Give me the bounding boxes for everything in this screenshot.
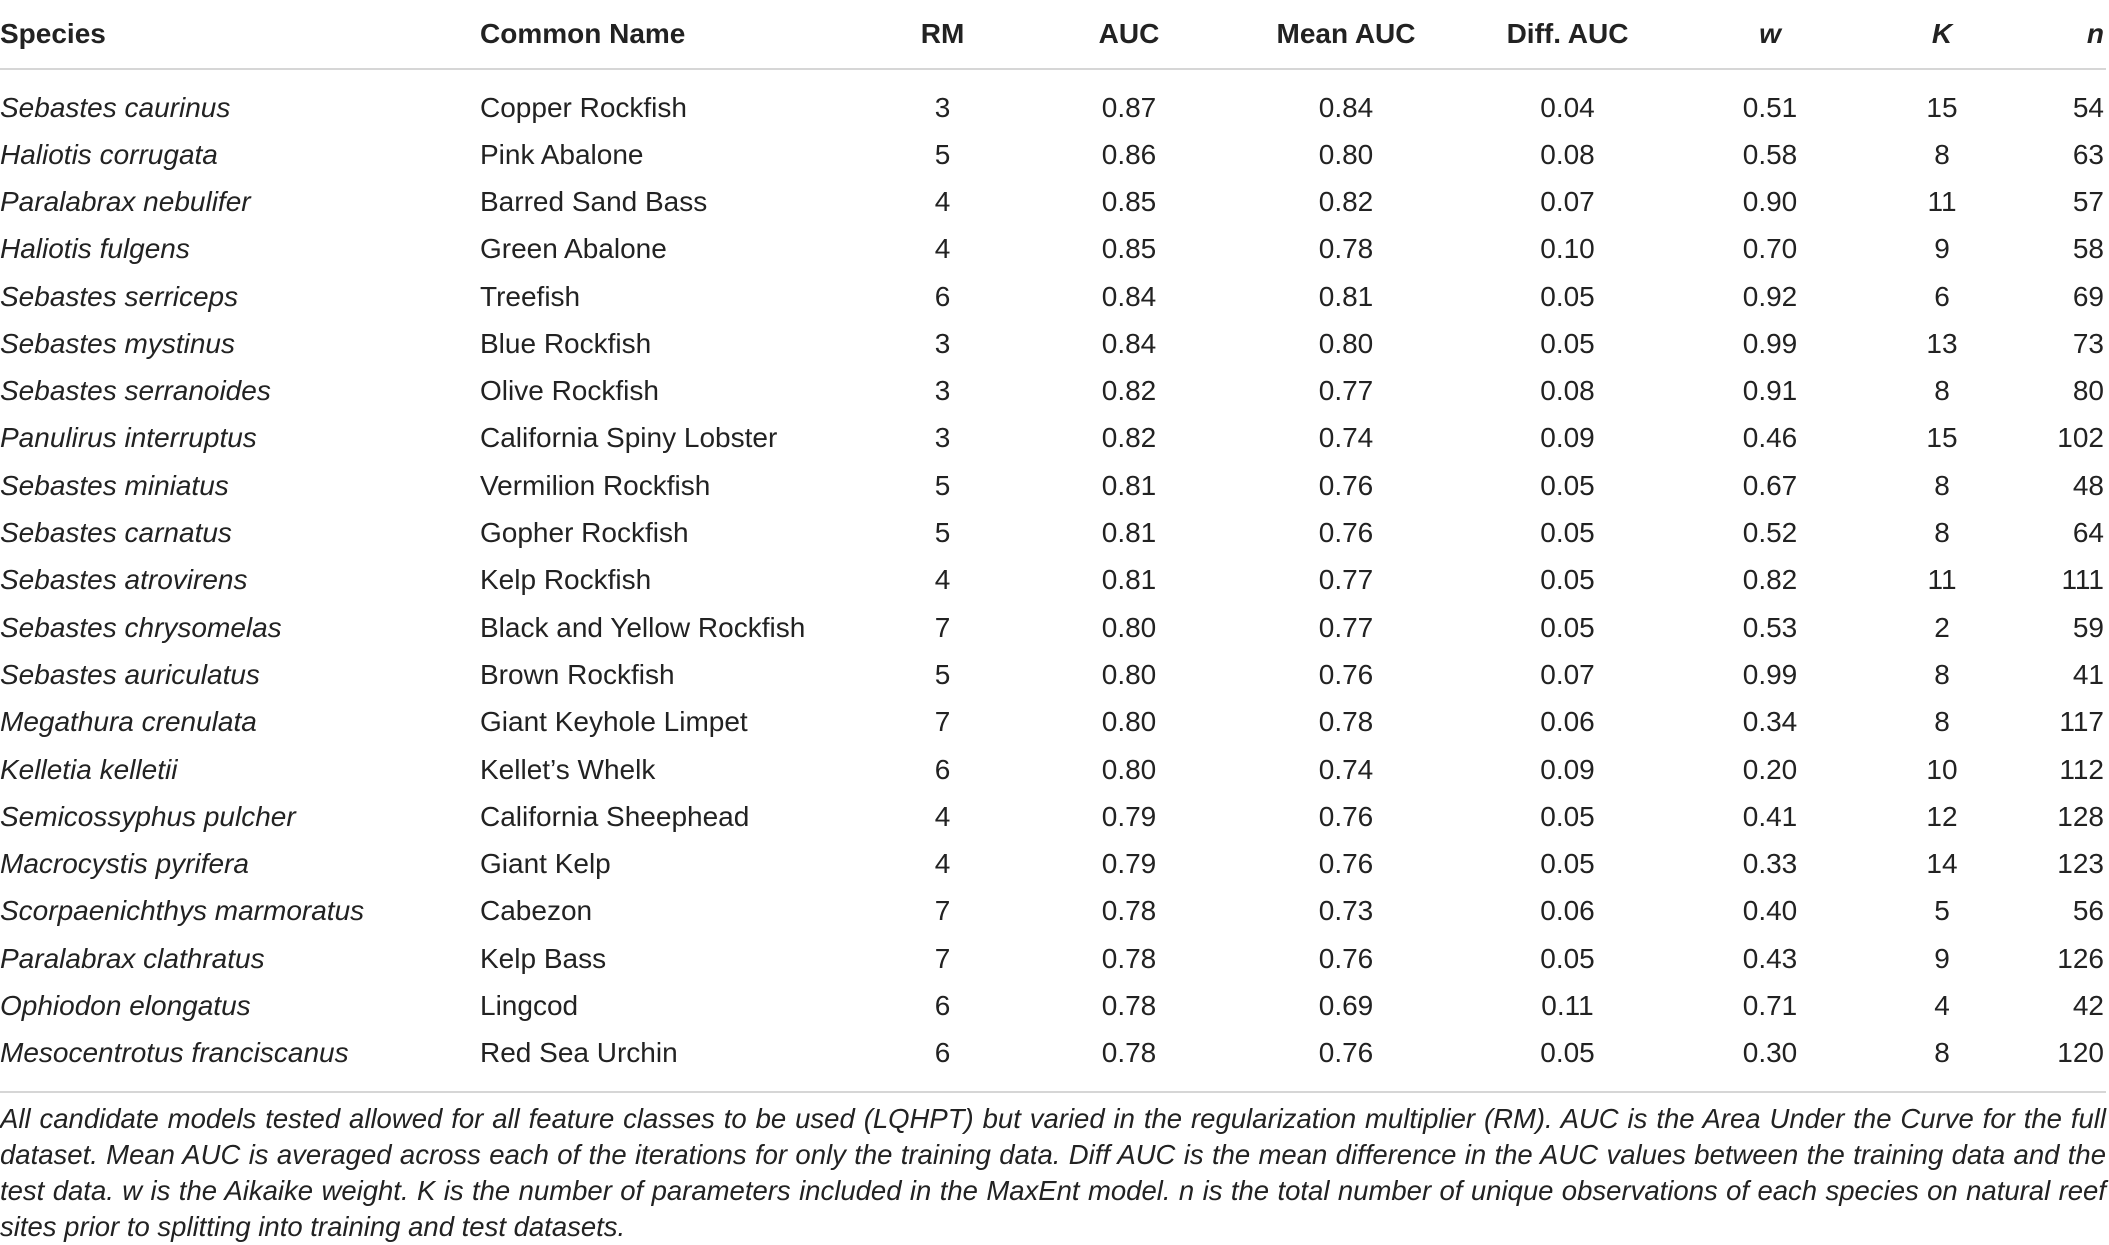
cell-mean-auc: 0.80: [1318, 327, 1374, 359]
cell-rm: 4: [934, 233, 951, 265]
cell-diff-auc: 0.06: [1540, 706, 1595, 738]
cell-w: 0.90: [1742, 185, 1798, 217]
cell-rm: 4: [934, 185, 951, 217]
cell-rm: 3: [934, 327, 951, 359]
cell-rm: 6: [934, 1037, 951, 1069]
cell-common-name: Blue Rockfish: [480, 327, 652, 359]
header-k: K: [1859, 0, 2025, 69]
cell-auc: 0.86: [1101, 138, 1157, 170]
cell-k: 8: [1934, 469, 1950, 501]
cell-common-name: Pink Abalone: [480, 138, 644, 170]
cell-w: 0.40: [1742, 895, 1798, 927]
cell-n: 112: [2059, 753, 2104, 785]
cell-k: 5: [1934, 895, 1950, 927]
cell-w: 0.52: [1742, 517, 1798, 549]
cell-auc: 0.78: [1101, 895, 1157, 927]
cell-diff-auc: 0.05: [1540, 848, 1595, 880]
cell-species: Macrocystis pyrifera: [0, 848, 249, 880]
cell-species: Sebastes carnatus: [0, 517, 232, 549]
cell-common-name: Kelp Bass: [480, 942, 607, 974]
cell-w: 0.41: [1742, 800, 1798, 832]
cell-rm: 3: [934, 422, 951, 454]
cell-common-name: Lingcod: [480, 989, 579, 1021]
cell-auc: 0.84: [1101, 280, 1157, 312]
cell-w: 0.53: [1742, 611, 1798, 643]
cell-k: 8: [1934, 375, 1950, 407]
cell-auc: 0.78: [1101, 989, 1157, 1021]
cell-mean-auc: 0.82: [1318, 185, 1374, 217]
cell-k: 11: [1927, 564, 1957, 596]
table-row: [0, 69, 2106, 131]
cell-auc: 0.85: [1101, 233, 1157, 265]
cell-species: Scorpaenichthys marmoratus: [0, 895, 365, 927]
cell-k: 8: [1934, 1037, 1950, 1069]
cell-k: 11: [1927, 185, 1957, 217]
cell-k: 8: [1934, 706, 1950, 738]
cell-w: 0.71: [1742, 989, 1798, 1021]
cell-k: 8: [1934, 658, 1950, 690]
cell-mean-auc: 0.76: [1318, 1037, 1374, 1069]
cell-common-name: Red Sea Urchin: [480, 1037, 678, 1069]
cell-common-name: Giant Kelp: [480, 848, 611, 880]
table-row: [0, 793, 2106, 840]
cell-species: Sebastes serranoides: [0, 375, 271, 407]
cell-k: 9: [1934, 942, 1950, 974]
cell-diff-auc: 0.04: [1540, 91, 1595, 123]
table-footnote: All candidate models tested allowed for all feature classes to be used (LQHPT) but varied in the regularization multiplier (RM). AUC is the Area Under the Curve for the full dataset. Mean AUC is averaged across each of the iterations for only the training data. Diff AUC is the mean difference in the AUC values between the training data and the test data. w is the Aikaike weight. K is the number of parameters included in the MaxEnt model. n is the total number of unique observations of each species on natural reef sites prior to splitting into training and test datasets.: [0, 1091, 2106, 1245]
cell-n: 63: [2072, 138, 2104, 170]
cell-species: Haliotis corrugata: [0, 138, 218, 170]
cell-auc: 0.81: [1101, 564, 1157, 596]
cell-auc: 0.79: [1101, 848, 1157, 880]
cell-mean-auc: 0.84: [1318, 91, 1374, 123]
cell-k: 15: [1926, 91, 1958, 123]
cell-auc: 0.80: [1101, 611, 1157, 643]
cell-n: 73: [2072, 327, 2104, 359]
cell-common-name: Vermilion Rockfish: [480, 469, 711, 501]
cell-k: 8: [1934, 138, 1950, 170]
cell-w: 0.33: [1742, 848, 1798, 880]
cell-k: 6: [1934, 280, 1950, 312]
cell-common-name: Brown Rockfish: [480, 658, 675, 690]
cell-auc: 0.81: [1101, 469, 1157, 501]
cell-k: 4: [1934, 989, 1950, 1021]
cell-w: 0.34: [1742, 706, 1798, 738]
table-row: [0, 509, 2106, 556]
cell-diff-auc: 0.05: [1540, 327, 1595, 359]
cell-mean-auc: 0.69: [1318, 989, 1374, 1021]
cell-w: 0.82: [1742, 564, 1798, 596]
cell-rm: 7: [934, 942, 951, 974]
cell-n: 56: [2072, 895, 2104, 927]
table-row: [0, 367, 2106, 414]
cell-k: 9: [1934, 233, 1950, 265]
header-n: n: [2025, 0, 2106, 69]
cell-rm: 5: [934, 138, 951, 170]
header-rm: RM: [865, 0, 1020, 69]
cell-auc: 0.80: [1101, 658, 1157, 690]
cell-n: 117: [2059, 706, 2104, 738]
cell-n: 123: [2057, 848, 2104, 880]
cell-mean-auc: 0.73: [1318, 895, 1374, 927]
cell-auc: 0.79: [1101, 800, 1157, 832]
cell-mean-auc: 0.81: [1318, 280, 1374, 312]
cell-common-name: Copper Rockfish: [480, 91, 687, 123]
cell-species: Sebastes auriculatus: [0, 658, 260, 690]
cell-common-name: Kellet’s Whelk: [480, 753, 656, 785]
cell-n: 64: [2072, 517, 2104, 549]
cell-common-name: Green Abalone: [480, 233, 667, 265]
cell-species: Sebastes mystinus: [0, 327, 235, 359]
cell-rm: 7: [934, 895, 951, 927]
table-row: [0, 604, 2106, 651]
cell-n: 80: [2072, 375, 2104, 407]
cell-n: 128: [2057, 800, 2104, 832]
cell-n: 57: [2072, 185, 2104, 217]
cell-auc: 0.85: [1101, 185, 1157, 217]
table-row: [0, 746, 2106, 793]
cell-mean-auc: 0.77: [1318, 375, 1374, 407]
cell-w: 0.58: [1742, 138, 1798, 170]
cell-n: 48: [2072, 469, 2104, 501]
cell-species: Semicossyphus pulcher: [0, 800, 296, 832]
cell-species: Sebastes serriceps: [0, 280, 239, 312]
cell-n: 120: [2057, 1037, 2104, 1069]
cell-species: Panulirus interruptus: [0, 422, 257, 454]
header-w: w: [1681, 0, 1859, 69]
cell-species: Sebastes caurinus: [0, 91, 231, 123]
table-row: [0, 1030, 2106, 1077]
cell-n: 41: [2072, 658, 2104, 690]
cell-auc: 0.82: [1101, 422, 1157, 454]
table-row: [0, 226, 2106, 273]
cell-diff-auc: 0.08: [1540, 138, 1595, 170]
cell-species: Paralabrax clathratus: [0, 942, 265, 974]
cell-k: 8: [1934, 517, 1950, 549]
cell-common-name: California Sheephead: [480, 800, 750, 832]
cell-diff-auc: 0.09: [1540, 753, 1595, 785]
cell-n: 69: [2072, 280, 2104, 312]
cell-diff-auc: 0.11: [1541, 989, 1594, 1021]
table-row: [0, 699, 2106, 746]
cell-species: Mesocentrotus franciscanus: [0, 1037, 349, 1069]
cell-n: 42: [2072, 989, 2104, 1021]
cell-diff-auc: 0.05: [1540, 800, 1595, 832]
table-row: [0, 415, 2106, 462]
cell-mean-auc: 0.74: [1318, 422, 1374, 454]
cell-species: Kelletia kelletii: [0, 753, 178, 785]
cell-n: 111: [2061, 564, 2104, 596]
cell-common-name: Black and Yellow Rockfish: [480, 611, 806, 643]
cell-auc: 0.82: [1101, 375, 1157, 407]
cell-rm: 6: [934, 280, 951, 312]
cell-n: 102: [2057, 422, 2104, 454]
cell-common-name: Olive Rockfish: [480, 375, 659, 407]
cell-auc: 0.81: [1101, 517, 1157, 549]
header-mean-auc: Mean AUC: [1238, 0, 1454, 69]
header-common-name: Common Name: [480, 0, 865, 69]
cell-diff-auc: 0.05: [1540, 942, 1595, 974]
cell-w: 0.20: [1742, 753, 1798, 785]
cell-mean-auc: 0.76: [1318, 800, 1374, 832]
cell-rm: 7: [934, 611, 951, 643]
cell-w: 0.43: [1742, 942, 1798, 974]
header-row: [0, 0, 2106, 69]
cell-common-name: Cabezon: [480, 895, 593, 927]
table-row: [0, 888, 2106, 935]
cell-n: 58: [2072, 233, 2104, 265]
cell-mean-auc: 0.76: [1318, 942, 1374, 974]
cell-k: 10: [1926, 753, 1958, 785]
cell-common-name: California Spiny Lobster: [480, 422, 778, 454]
cell-mean-auc: 0.76: [1318, 469, 1374, 501]
cell-mean-auc: 0.80: [1318, 138, 1374, 170]
cell-w: 0.51: [1742, 91, 1798, 123]
cell-rm: 5: [934, 658, 951, 690]
cell-w: 0.92: [1742, 280, 1798, 312]
cell-rm: 7: [934, 706, 951, 738]
cell-diff-auc: 0.08: [1540, 375, 1595, 407]
cell-w: 0.70: [1742, 233, 1798, 265]
cell-k: 15: [1926, 422, 1958, 454]
cell-species: Megathura crenulata: [0, 706, 257, 738]
table-row: [0, 273, 2106, 320]
cell-species: Paralabrax nebulifer: [0, 185, 251, 217]
cell-species: Sebastes chrysomelas: [0, 611, 282, 643]
cell-auc: 0.80: [1101, 753, 1157, 785]
table-row: [0, 178, 2106, 225]
table-row: [0, 982, 2106, 1029]
cell-rm: 4: [934, 800, 951, 832]
cell-rm: 5: [934, 469, 951, 501]
cell-diff-auc: 0.05: [1540, 517, 1595, 549]
cell-auc: 0.84: [1101, 327, 1157, 359]
cell-mean-auc: 0.76: [1318, 517, 1374, 549]
table-row: [0, 462, 2106, 509]
header-diff-auc: Diff. AUC: [1454, 0, 1681, 69]
cell-diff-auc: 0.05: [1540, 564, 1595, 596]
cell-mean-auc: 0.77: [1318, 611, 1374, 643]
cell-common-name: Treefish: [480, 280, 581, 312]
cell-rm: 5: [934, 517, 951, 549]
cell-rm: 4: [934, 848, 951, 880]
cell-rm: 6: [934, 989, 951, 1021]
cell-auc: 0.87: [1101, 91, 1157, 123]
cell-rm: 4: [934, 564, 951, 596]
cell-w: 0.46: [1742, 422, 1798, 454]
table-row: [0, 131, 2106, 178]
cell-diff-auc: 0.07: [1540, 185, 1595, 217]
cell-diff-auc: 0.09: [1540, 422, 1595, 454]
cell-mean-auc: 0.78: [1318, 706, 1374, 738]
cell-species: Sebastes miniatus: [0, 469, 229, 501]
cell-k: 13: [1926, 327, 1958, 359]
cell-mean-auc: 0.76: [1318, 848, 1374, 880]
cell-auc: 0.78: [1101, 942, 1157, 974]
cell-mean-auc: 0.77: [1318, 564, 1374, 596]
cell-auc: 0.78: [1101, 1037, 1157, 1069]
cell-diff-auc: 0.05: [1540, 1037, 1595, 1069]
cell-common-name: Barred Sand Bass: [480, 185, 708, 217]
cell-common-name: Gopher Rockfish: [480, 517, 689, 549]
cell-species: Haliotis fulgens: [0, 233, 190, 265]
cell-common-name: Giant Keyhole Limpet: [480, 706, 748, 738]
cell-common-name: Kelp Rockfish: [480, 564, 652, 596]
table-row: [0, 935, 2106, 982]
cell-rm: 6: [934, 753, 951, 785]
cell-mean-auc: 0.76: [1318, 658, 1374, 690]
cell-w: 0.30: [1742, 1037, 1798, 1069]
cell-n: 54: [2072, 91, 2104, 123]
cell-k: 14: [1926, 848, 1958, 880]
cell-diff-auc: 0.10: [1540, 233, 1595, 265]
header-auc: AUC: [1020, 0, 1238, 69]
cell-w: 0.91: [1742, 375, 1798, 407]
cell-mean-auc: 0.78: [1318, 233, 1374, 265]
cell-w: 0.99: [1742, 327, 1798, 359]
cell-diff-auc: 0.06: [1540, 895, 1595, 927]
cell-k: 12: [1926, 800, 1958, 832]
table-row: [0, 840, 2106, 887]
cell-n: 59: [2072, 611, 2104, 643]
cell-diff-auc: 0.05: [1540, 611, 1595, 643]
table-row: [0, 651, 2106, 698]
header-species: Species: [0, 0, 480, 69]
cell-diff-auc: 0.05: [1540, 469, 1595, 501]
cell-w: 0.99: [1742, 658, 1798, 690]
cell-mean-auc: 0.74: [1318, 753, 1374, 785]
table-body: [0, 69, 2106, 1077]
cell-diff-auc: 0.07: [1540, 658, 1595, 690]
cell-diff-auc: 0.05: [1540, 280, 1595, 312]
cell-n: 126: [2057, 942, 2104, 974]
cell-w: 0.67: [1742, 469, 1798, 501]
cell-species: Ophiodon elongatus: [0, 989, 251, 1021]
table-header: [0, 0, 2106, 69]
table-row: [0, 320, 2106, 367]
cell-species: Sebastes atrovirens: [0, 564, 248, 596]
cell-rm: 3: [934, 375, 951, 407]
table-row: [0, 557, 2106, 604]
cell-k: 2: [1934, 611, 1950, 643]
cell-auc: 0.80: [1101, 706, 1157, 738]
cell-rm: 3: [934, 91, 951, 123]
